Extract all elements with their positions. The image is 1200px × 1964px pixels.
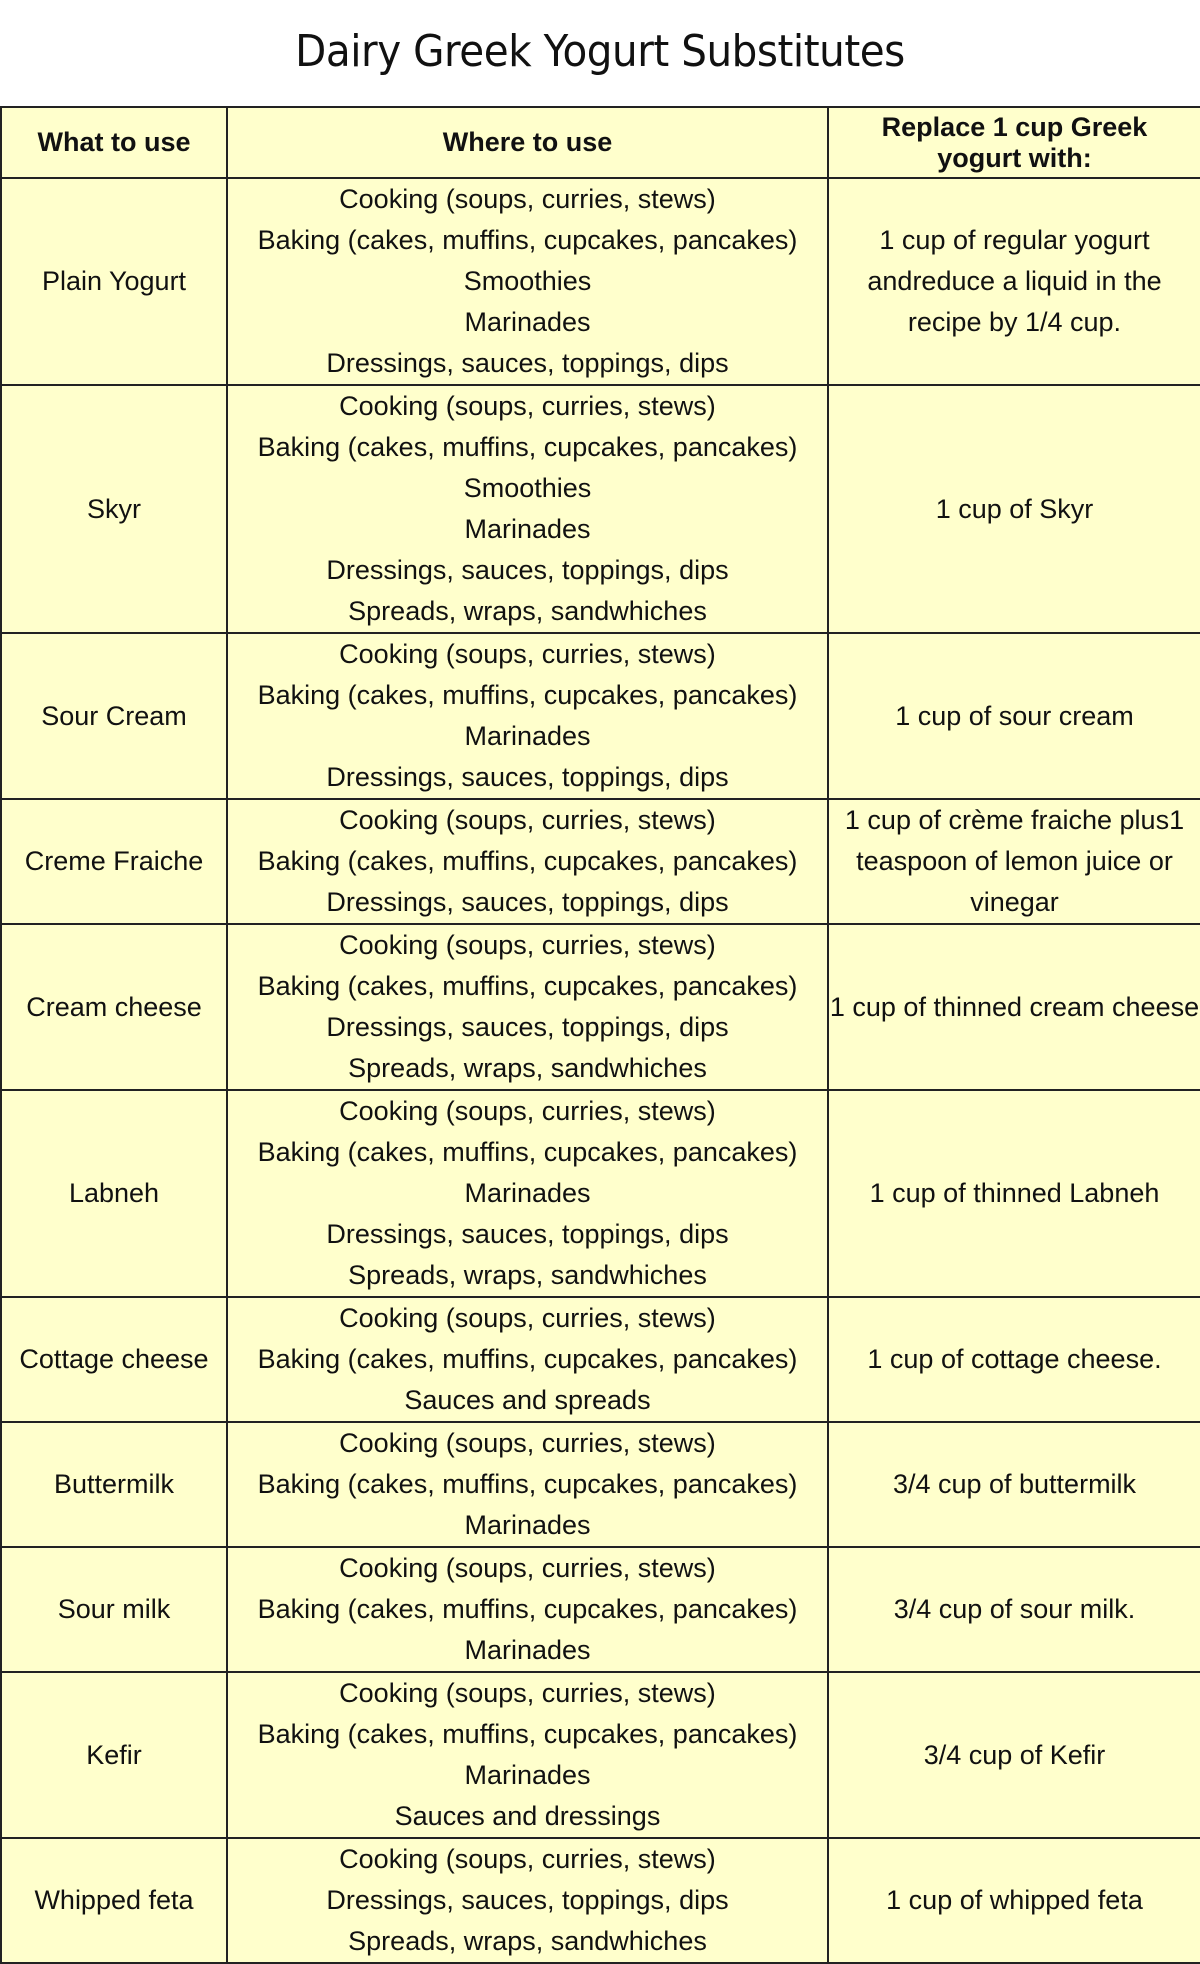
use-item: Marinades xyxy=(464,1635,591,1665)
table-row xyxy=(1,1838,1200,1963)
use-item: Marinades xyxy=(464,514,591,544)
use-item: Baking (cakes, muffins, cupcakes, pancakes) xyxy=(257,1137,798,1167)
use-item: Spreads, wraps, sandwhiches xyxy=(348,1260,707,1290)
use-item: Baking (cakes, muffins, cupcakes, pancakes) xyxy=(257,1469,798,1499)
substitute-name: Sour milk xyxy=(1,1547,227,1672)
header-where-to-use: Where to use xyxy=(227,107,828,178)
use-item: Smoothies xyxy=(463,473,592,503)
substitute-name: Cream cheese xyxy=(1,924,227,1090)
table-row xyxy=(1,799,1200,924)
use-item: Cooking (soups, curries, stews) xyxy=(339,1844,716,1874)
use-item: Baking (cakes, muffins, cupcakes, pancakes) xyxy=(257,432,798,462)
substitute-name: Whipped feta xyxy=(1,1838,227,1963)
table-row xyxy=(1,1297,1200,1422)
use-item: Baking (cakes, muffins, cupcakes, pancakes) xyxy=(257,971,798,1001)
table-row xyxy=(1,924,1200,1090)
replacement-amount: 1 cup of whipped feta xyxy=(828,1838,1200,1963)
substitute-name: Buttermilk xyxy=(1,1422,227,1547)
uses-cell xyxy=(227,633,828,799)
use-item: Cooking (soups, curries, stews) xyxy=(339,1678,716,1708)
use-item: Baking (cakes, muffins, cupcakes, pancakes) xyxy=(257,225,798,255)
substitute-name: Skyr xyxy=(1,385,227,633)
use-item: Cooking (soups, curries, stews) xyxy=(339,1096,716,1126)
page-title: Dairy Greek Yogurt Substitutes xyxy=(295,26,905,77)
use-item: Cooking (soups, curries, stews) xyxy=(339,391,716,421)
header-row xyxy=(1,107,1200,178)
replacement-amount: 3/4 cup of sour milk. xyxy=(828,1547,1200,1672)
use-item: Marinades xyxy=(464,721,591,751)
use-item: Dressings, sauces, toppings, dips xyxy=(326,348,729,378)
use-item: Sauces and dressings xyxy=(394,1801,661,1831)
uses-cell xyxy=(227,1838,828,1963)
uses-cell xyxy=(227,178,828,385)
header-what-to-use: What to use xyxy=(1,107,227,178)
header-replacement: Replace 1 cup Greek yogurt with: xyxy=(828,107,1200,178)
replacement-amount: 1 cup of cottage cheese. xyxy=(828,1297,1200,1422)
substitute-name: Kefir xyxy=(1,1672,227,1838)
use-item: Baking (cakes, muffins, cupcakes, pancakes) xyxy=(257,1344,798,1374)
use-item: Cooking (soups, curries, stews) xyxy=(339,930,716,960)
substitute-name: Creme Fraiche xyxy=(1,799,227,924)
substitute-name: Labneh xyxy=(1,1090,227,1297)
use-item: Sauces and spreads xyxy=(404,1385,651,1415)
use-item: Dressings, sauces, toppings, dips xyxy=(326,555,729,585)
replacement-amount: 1 cup of thinned Labneh xyxy=(828,1090,1200,1297)
use-item: Cooking (soups, curries, stews) xyxy=(339,639,716,669)
table-row xyxy=(1,178,1200,385)
substitute-name: Cottage cheese xyxy=(1,1297,227,1422)
table-row xyxy=(1,633,1200,799)
uses-cell xyxy=(227,1297,828,1422)
use-item: Marinades xyxy=(464,1510,591,1540)
uses-cell xyxy=(227,385,828,633)
use-item: Spreads, wraps, sandwhiches xyxy=(348,1926,707,1956)
use-item: Spreads, wraps, sandwhiches xyxy=(348,1053,707,1083)
table-row xyxy=(1,1672,1200,1838)
use-item: Baking (cakes, muffins, cupcakes, pancakes) xyxy=(257,680,798,710)
uses-cell xyxy=(227,1547,828,1672)
uses-cell xyxy=(227,799,828,924)
use-item: Spreads, wraps, sandwhiches xyxy=(348,596,707,626)
replacement-amount: 3/4 cup of buttermilk xyxy=(828,1422,1200,1547)
use-item: Cooking (soups, curries, stews) xyxy=(339,1553,716,1583)
use-item: Marinades xyxy=(464,1178,591,1208)
replacement-amount: 1 cup of Skyr xyxy=(828,385,1200,633)
use-item: Dressings, sauces, toppings, dips xyxy=(326,1012,729,1042)
replacement-amount: 3/4 cup of Kefir xyxy=(828,1672,1200,1838)
use-item: Baking (cakes, muffins, cupcakes, pancakes) xyxy=(257,1719,798,1749)
uses-cell xyxy=(227,1090,828,1297)
table-row xyxy=(1,1547,1200,1672)
substitutes-table xyxy=(0,106,1200,1964)
use-item: Cooking (soups, curries, stews) xyxy=(339,1303,716,1333)
table-row xyxy=(1,385,1200,633)
substitute-name: Sour Cream xyxy=(1,633,227,799)
replacement-amount: 1 cup of sour cream xyxy=(828,633,1200,799)
uses-cell xyxy=(227,1672,828,1838)
use-item: Dressings, sauces, toppings, dips xyxy=(326,762,729,792)
use-item: Dressings, sauces, toppings, dips xyxy=(326,887,729,917)
use-item: Marinades xyxy=(464,1760,591,1790)
use-item: Dressings, sauces, toppings, dips xyxy=(326,1885,729,1915)
use-item: Cooking (soups, curries, stews) xyxy=(339,184,716,214)
uses-cell xyxy=(227,1422,828,1547)
use-item: Marinades xyxy=(464,307,591,337)
use-item: Baking (cakes, muffins, cupcakes, pancakes) xyxy=(257,1594,798,1624)
replacement-amount: 1 cup of regular yogurt andreduce a liquid in the recipe by 1/4 cup. xyxy=(828,178,1200,385)
replacement-amount: 1 cup of crème fraiche plus1 teaspoon of lemon juice or vinegar xyxy=(828,799,1200,924)
use-item: Baking (cakes, muffins, cupcakes, pancakes) xyxy=(257,846,798,876)
use-item: Dressings, sauces, toppings, dips xyxy=(326,1219,729,1249)
use-item: Cooking (soups, curries, stews) xyxy=(339,805,716,835)
uses-cell xyxy=(227,924,828,1090)
substitute-name: Plain Yogurt xyxy=(1,178,227,385)
table-row xyxy=(1,1422,1200,1547)
table-row xyxy=(1,1090,1200,1297)
use-item: Cooking (soups, curries, stews) xyxy=(339,1428,716,1458)
use-item: Smoothies xyxy=(463,266,592,296)
replacement-amount: 1 cup of thinned cream cheese xyxy=(828,924,1200,1090)
